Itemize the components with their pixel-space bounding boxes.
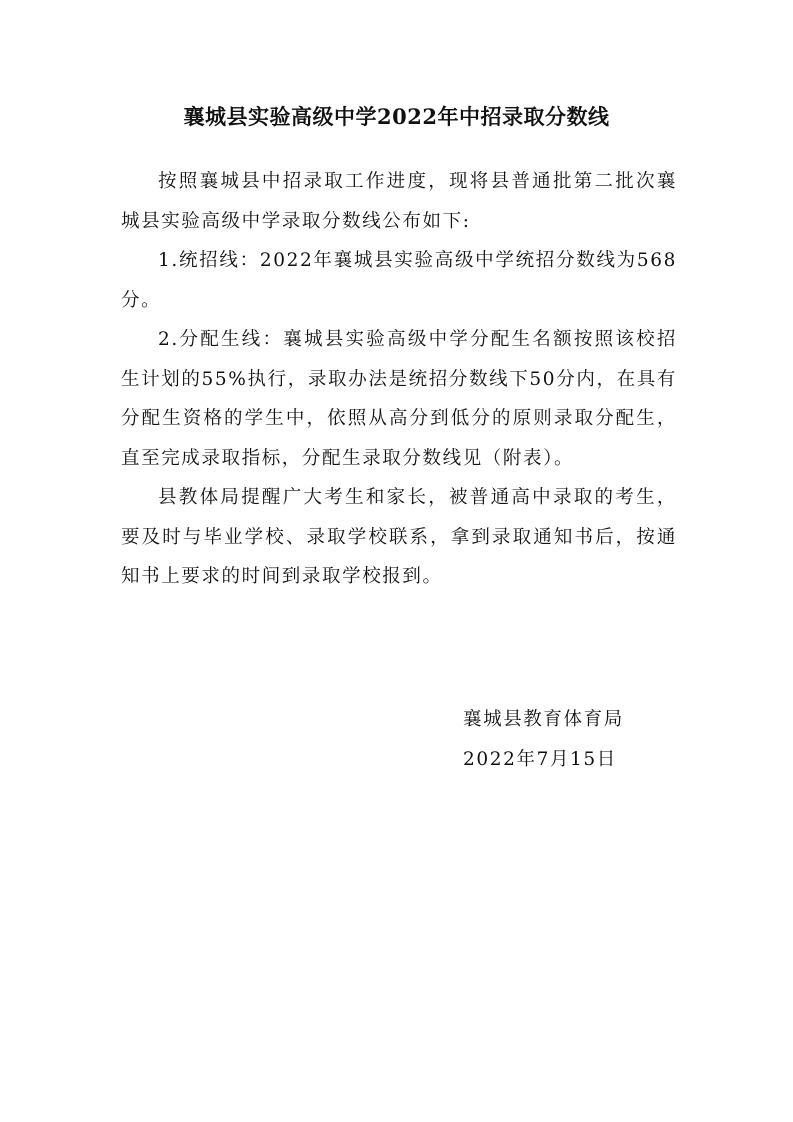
signature-block <box>463 700 624 780</box>
document-body <box>121 162 677 597</box>
issuer-name: 襄城县教育体育局 <box>463 709 624 730</box>
paragraph-allocation-cutoff: 2.分配生线：襄城县实验高级中学分配生名额按照该校招生计划的55%执行，录取办法是统招分数线下50分内，在具有分配生资格的学生中，依照从高分到低分的原则录取分配生，直至完成录取指标，分配生录取分数线见（附表）。 <box>121 329 677 469</box>
paragraph-intro: 按照襄城县中招录取工作进度，现将县普通批第二批次襄城县实验高级中学录取分数线公布如下: <box>121 171 677 232</box>
paragraph-unified-cutoff: 1.统招线：2022年襄城县实验高级中学统招分数线为568分。 <box>121 250 677 311</box>
issue-date: 2022年7月15日 <box>463 749 617 770</box>
paragraph-reminder: 县教体局提醒广大考生和家长，被普通高中录取的考生，要及时与毕业学校、录取学校联系，拿到录取通知书后，按通知书上要求的时间到录取学校报到。 <box>121 487 677 587</box>
document-title: 襄城县实验高级中学2022年中招录取分数线 <box>183 104 610 129</box>
